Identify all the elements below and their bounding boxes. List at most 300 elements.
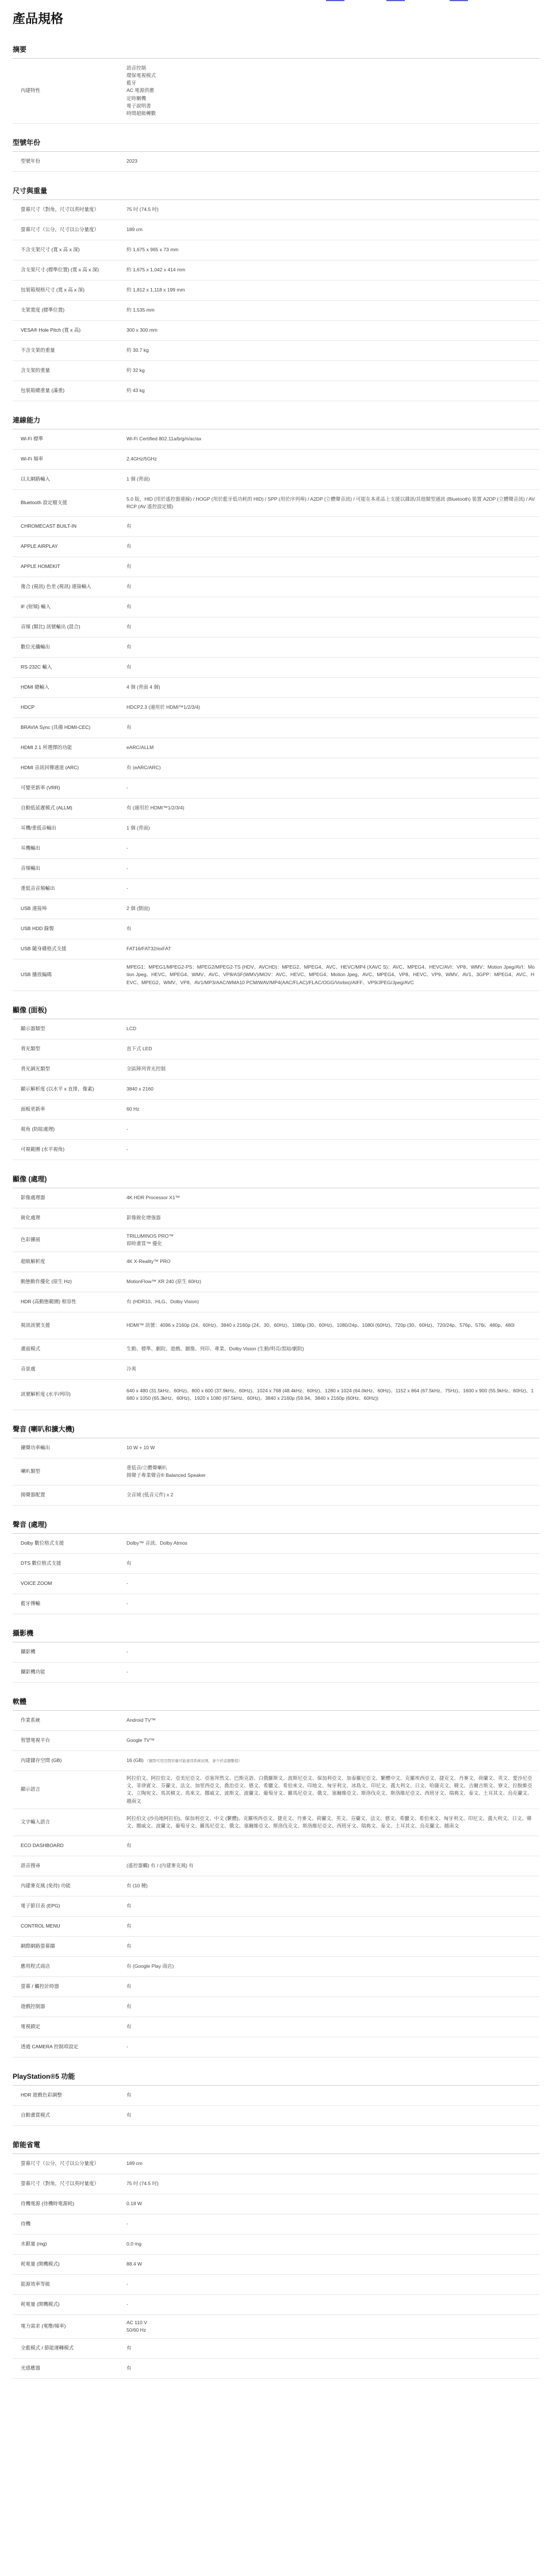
spec-row [13, 1957, 539, 1977]
spec-row [13, 1663, 539, 1683]
spec-row [13, 1100, 539, 1120]
spec-value [126, 243, 539, 257]
spec-value-text: 生動、標準、劇院、遊戲、圖像、列印、專業、Dolby Vision (生動/明亮/黑暗/劇院) [126, 1346, 304, 1352]
spec-row [13, 597, 539, 617]
spec-row [13, 200, 539, 220]
spec-label: 可視範圍 (水平視角) [21, 1146, 65, 1153]
spec-label: 內建儲存空間 (GB) [21, 1757, 62, 1764]
spec-label: 顯示解析度 (以水平 x 直排，像素) [21, 1086, 94, 1092]
spec-row [13, 1771, 539, 1809]
spec-row [13, 1917, 539, 1937]
spec-value-text: Dolby™ 音訊、Dolby Atmos [126, 1540, 187, 1546]
section-title: 攝影機 [13, 1628, 539, 1642]
spec-row [13, 1458, 539, 1485]
spec-row [13, 1312, 539, 1339]
spec-value-text: - [126, 885, 128, 892]
spec-row [13, 260, 539, 281]
spec-label: 背光調光類型 [21, 1066, 51, 1072]
spec-value [126, 660, 539, 674]
spec-row [13, 2275, 539, 2295]
spec-value-text: 有 [126, 583, 132, 590]
spec-value [126, 1082, 539, 1096]
spec-section [13, 137, 539, 172]
spec-value [126, 2020, 539, 2034]
spec-row [13, 1485, 539, 1506]
spec-value-text: - [126, 1580, 128, 1587]
spec-value-text: 有 [126, 2092, 132, 2098]
nav-indicator[interactable] [450, 0, 468, 1]
top-nav-indicators [13, 0, 539, 6]
spec-row [13, 152, 539, 172]
spec-value [126, 1859, 539, 1873]
spec-label: 耗電量 (開機模式) [21, 2301, 60, 2307]
spec-value [126, 1488, 539, 1502]
spec-value-text: MPEG1：MPEG1/MPEG2-PS：MPEG2/MPEG2-TS (HDV、AVCHD)：MPEG2、MPEG4、AVC、HEVC/MP4 (XAVC S)：AVC、MPEG4、HEVC/AVI：VP8、WMV：Motion Jpeg/AVI：Motion Jpeg、HEVC、MPEG4、WMV、AVC、VP8/ASF(WMV)/MOV：AVC、HEVC、MPEG4、Motion Jpeg、AVC、MPEG4、VP8、HEVC、VP9、WMV、AV1、3GPP：MPEG4、AVC、HEVC、MPEG2、WMV、VP8、AV1/MP3/AAC/WMA10 PCM/WAV/MP4(AAC/FLAC)/FLAC/OGG/Vorbis)/AIFF、VP9/JPEG/Jpeg/AVC [126, 964, 535, 985]
spec-row [13, 617, 539, 638]
spec-value [126, 1461, 539, 1483]
spec-value-text: 直下式 LED [126, 1046, 152, 1052]
spec-value-text: 約 1,812 x 1,118 x 199 mm [126, 287, 185, 293]
spec-row [13, 2037, 539, 2057]
spec-label: HDMI 總輸入 [21, 684, 49, 690]
spec-label: 攝影機功能 [21, 1669, 45, 1675]
spec-row [13, 1208, 539, 1229]
section-spacer [13, 1160, 539, 1174]
spec-value [126, 202, 539, 217]
spec-value-text: 阿拉伯文 (沙烏地阿拉伯)、保加利亞文、中文 (繁體)、克羅埃西亞文、捷克文、丹麥文、荷蘭文、英文、芬蘭文、法文、德文、希臘文、希伯來文、匈牙利文、印尼文、義大利文、日文、韓文、挪威文、波蘭文、葡萄牙文、羅馬尼亞文、俄文、塞爾維亞文、斯洛伐克文、斯洛維尼亞文、西班牙文、瑞典文、泰文、土耳其文、烏克蘭文、越南文 [126, 1815, 532, 1829]
spec-row [13, 2194, 539, 2214]
spec-value-text: HDCP2.3 (適用於 HDMI™1/2/3/4) [126, 704, 200, 711]
spec-value-text: 2023 [126, 158, 137, 164]
spec-value-text: 有 [126, 644, 132, 650]
spec-value-text: - [126, 785, 128, 791]
spec-value-text: 0.18 W [126, 2201, 142, 2207]
spec-label: 重低音音頻輸出 [21, 885, 55, 892]
spec-row [13, 281, 539, 301]
spec-label: RS-232C 輸入 [21, 664, 52, 670]
spec-value [126, 61, 539, 121]
spec-value [126, 640, 539, 654]
spec-value [126, 1122, 539, 1137]
spec-row [13, 2255, 539, 2275]
spec-label: 色彩擴展 [21, 1237, 41, 1243]
spec-row [13, 859, 539, 879]
spec-value-text: - [126, 1600, 128, 1607]
spec-label: HDMI 音訊回傳通道 (ARC) [21, 765, 79, 771]
spec-value [126, 740, 539, 755]
spec-value-text: 4 個 (背面 4 個) [126, 684, 160, 690]
spec-label: 全藍模式 / 節能運轉模式 [21, 2344, 74, 2351]
spec-value [126, 1102, 539, 1116]
spec-value [126, 1999, 539, 2014]
section-title: PlayStation®5 功能 [13, 2071, 539, 2086]
spec-value-text: 有 [126, 2003, 132, 2010]
spec-value-text: 300 x 300 mm [126, 327, 158, 333]
spec-value-text: 有 [126, 724, 132, 731]
spec-value-text: 16 (GB) [126, 1757, 144, 1764]
spec-value [126, 1811, 539, 1833]
spec-value [126, 2108, 539, 2122]
spec-value-text: (遙控器觸) 有 / (內建麥克風) 有 [126, 1863, 194, 1869]
spec-label: 攝影機 [21, 1649, 36, 1655]
spec-label: IF (射頻) 輸入 [21, 604, 51, 610]
spec-value [126, 2176, 539, 2191]
spec-value [126, 861, 539, 876]
spec-value [126, 283, 539, 297]
spec-row [13, 1594, 539, 1614]
spec-row [13, 1438, 539, 1458]
spec-label: 銳化處理 [21, 1215, 41, 1221]
spec-label: 語音搜尋 [21, 1862, 41, 1868]
spec-label: Bluetooth 設定檔支援 [21, 500, 67, 506]
spec-value [126, 2217, 539, 2231]
spec-label: HDR 遊戲色彩調整 [21, 2091, 62, 2098]
spec-label: 包裝箱規格尺寸 (寬 x 高 x 深) [21, 287, 85, 293]
spec-value-text: 0.0 mg [126, 2241, 141, 2247]
spec-row [13, 429, 539, 450]
spec-row [13, 1534, 539, 1554]
spec-label: 螢幕尺寸（對角，尺寸以英吋量度） [21, 206, 99, 213]
spec-label: 畫面模式 [21, 1346, 41, 1352]
section-title: 聲音 (喇叭和擴大機) [13, 1424, 539, 1438]
spec-row [13, 2339, 539, 2359]
spec-value-text: 影像銳化增強器 [126, 1215, 161, 1221]
spec-label: CHROMECAST BUILT-IN [21, 523, 76, 529]
spec-label: 顯示語言 [21, 1786, 41, 1792]
spec-label: 影像處理器 [21, 1195, 45, 1201]
spec-label: VOICE ZOOM [21, 1580, 52, 1587]
spec-value-text: HDMI™ 訊號：4096 x 2160p (24、60Hz)、3840 x 2160p (24、30、60Hz)、1080p (30、60Hz)、1080/24p、1080i (60Hz)、720p (30、60Hz)、720/24p、576p、576i、480p、480i [126, 1322, 515, 1329]
spec-section [13, 1174, 539, 1410]
spec-label: 文字輸入語言 [21, 1818, 51, 1825]
spec-label: ECO DASHBOARD [21, 1842, 64, 1848]
spec-value-text: 有 (10 種) [126, 1883, 148, 1889]
spec-value-text: 3840 x 2160 [126, 1086, 154, 1092]
spec-value [126, 323, 539, 337]
spec-value-text: - [126, 1146, 128, 1153]
spec-value [126, 1556, 539, 1571]
spec-section [13, 1424, 539, 1506]
spec-value [126, 303, 539, 317]
spec-label: HDCP [21, 704, 35, 711]
section-spacer [13, 1506, 539, 1519]
spec-label: 動態動作優化 (原生 Hz) [21, 1279, 72, 1285]
spec-value [126, 2277, 539, 2291]
section-spacer [13, 1683, 539, 1696]
spec-row [13, 1836, 539, 1856]
section-title: 軟體 [13, 1696, 539, 1711]
spec-label: 智慧電視平台 [21, 1737, 51, 1744]
spec-value [126, 801, 539, 815]
spec-value-text: 有 [126, 926, 132, 932]
spec-value-text: 有 [126, 624, 132, 630]
spec-value [126, 2316, 539, 2337]
spec-value-text: 5.0 版，HID (用於遙控器連線) / HOGP (用於藍牙低功耗的 HID) / SPP (用於序列埠) / A2DP (立體聲音訊) / 可能在本產品上支援以雜訊/其他類型通訊 (Bluetooth) 裝置 A2DP (立體聲音訊) / AVRCP (AV 遙控設定檔) [126, 496, 535, 509]
spec-value [126, 1441, 539, 1455]
spec-row [13, 1642, 539, 1663]
spec-label: 藍牙傳輸 [21, 1600, 41, 1607]
spec-row [13, 678, 539, 698]
section-spacer [13, 172, 539, 186]
spec-value-text: 有 (HDR10、HLG、Dolby Vision) [126, 1299, 199, 1305]
spec-value-text: TRILUMINOS PRO™ 即時畫質™ 優化 [126, 1233, 174, 1246]
spec-value [126, 901, 539, 916]
spec-value [126, 1576, 539, 1591]
spec-value [126, 519, 539, 533]
spec-row [13, 321, 539, 341]
spec-value-text: 有 [126, 604, 132, 610]
spec-label: USB HDD 錄製 [21, 926, 54, 932]
spec-label: Wi-Fi 標準 [21, 436, 44, 442]
spec-value-text: Wi-Fi Certified 802.11a/b/g/n/ac/ax [126, 436, 202, 442]
spec-value [126, 1342, 539, 1356]
spec-value [126, 1771, 539, 1809]
spec-value [126, 2341, 539, 2355]
spec-value [126, 579, 539, 594]
spec-section [13, 415, 539, 991]
spec-row [13, 1059, 539, 1080]
spec-value-text: 4K X-Reality™ PRO [126, 1258, 171, 1265]
spec-label: APPLE AIRPLAY [21, 543, 58, 550]
spec-value [126, 680, 539, 694]
spec-label: 型號年份 [21, 158, 41, 164]
nav-indicator[interactable] [386, 0, 405, 1]
spec-value-text: 有 [126, 1983, 132, 1990]
spec-value [126, 1274, 539, 1289]
section-title: 顯像 (處理) [13, 1174, 539, 1188]
spec-section [13, 1519, 539, 1614]
spec-value-text: 有 [126, 1923, 132, 1929]
spec-label: VESA® Hole Pitch (寬 x 高) [21, 327, 81, 333]
spec-row [13, 1252, 539, 1272]
spec-value [126, 343, 539, 358]
spec-label: 水銀量 (mg) [21, 2240, 47, 2247]
spec-value-text: - [126, 2301, 128, 2308]
spec-value-text: FAT16/FAT32/exFAT [126, 946, 171, 952]
spec-value [126, 1753, 539, 1768]
spec-value-text: 有 [126, 543, 132, 550]
spec-row [13, 778, 539, 798]
spec-section [13, 186, 539, 401]
spec-value-text: 約 30.7 kg [126, 347, 149, 354]
spec-value-text: Android TV™ [126, 1717, 156, 1723]
spec-row [13, 899, 539, 919]
spec-value-text: - [126, 1669, 128, 1675]
spec-row [13, 798, 539, 819]
spec-value [126, 1362, 539, 1376]
spec-row [13, 537, 539, 557]
spec-value-text: LCD [126, 1026, 137, 1032]
spec-row [13, 1039, 539, 1059]
spec-label: 應用程式商店 [21, 1963, 51, 1969]
spec-value-text: 有 (Google Play 商店) [126, 1963, 174, 1970]
spec-row [13, 939, 539, 959]
spec-value-text: 有 (eARC/ARC) [126, 765, 161, 771]
spec-label: 螢幕尺寸（公分，尺寸以公分量度） [21, 226, 99, 233]
spec-row [13, 557, 539, 577]
spec-row [13, 758, 539, 778]
spec-label: HDR (高動態範圍) 相容性 [21, 1299, 76, 1305]
section-title: 顯像 (面板) [13, 1005, 539, 1019]
spec-value-text: 約 1,535 mm [126, 307, 155, 313]
spec-label: 螢幕 / 觸控計時器 [21, 1983, 59, 1989]
spec-value [126, 1254, 539, 1269]
spec-row [13, 1272, 539, 1292]
spec-value-text: 約 43 kg [126, 387, 145, 394]
spec-value [126, 1919, 539, 1933]
section-spacer [13, 1410, 539, 1424]
section-title: 尺寸與重量 [13, 186, 539, 200]
spec-row [13, 240, 539, 260]
spec-label: 視角 (防眩處理) [21, 1126, 55, 1132]
spec-label: 耗電量 (開機模式) [21, 2260, 60, 2267]
spec-row [13, 1229, 539, 1252]
spec-row [13, 1937, 539, 1957]
spec-label: USB 連接埠 [21, 905, 47, 912]
section-title: 摘要 [13, 44, 539, 59]
spec-label: 不含支架的重量 [21, 347, 55, 354]
spec-label: HDMI 2.1 所選擇的功能 [21, 744, 72, 751]
spec-row [13, 1876, 539, 1897]
spec-row [13, 1977, 539, 1997]
spec-label: 電力需求 (電壓/頻率) [21, 2322, 66, 2329]
spec-label: USB 播放編碼 [21, 972, 52, 978]
spec-value [126, 1229, 539, 1251]
spec-label: DTS 數位格式支援 [21, 1560, 62, 1567]
spec-label: 耳機/重低音輸出 [21, 825, 56, 831]
spec-value [126, 1899, 539, 1913]
spec-value [126, 383, 539, 398]
section-title: 聲音 (處理) [13, 1519, 539, 1534]
spec-row [13, 2154, 539, 2174]
spec-value [126, 1211, 539, 1225]
spec-value-text: 有 [126, 1903, 132, 1909]
spec-value-text: 有 (適用於 HDMI™1/2/3/4) [126, 805, 185, 811]
spec-label: BRAVIA Sync (具備 HDMI-CEC) [21, 724, 91, 731]
spec-value [126, 720, 539, 735]
spec-label: 電子節目表 (EPG) [21, 1902, 60, 1909]
spec-value [126, 492, 539, 514]
spec-row [13, 2106, 539, 2126]
spec-row [13, 577, 539, 597]
spec-label: 含支架尺寸 (標準位置) (寬 x 高 x 深) [21, 267, 99, 273]
spec-value-text: - [126, 2044, 128, 2050]
spec-value [126, 600, 539, 614]
spec-value [126, 1979, 539, 1994]
spec-value-text: 有 [126, 2365, 132, 2371]
spec-label: 音頻輸出 [21, 865, 41, 872]
spec-row [13, 2214, 539, 2235]
spec-value [126, 881, 539, 896]
spec-value [126, 1665, 539, 1679]
spec-value-text: - [126, 1649, 128, 1655]
spec-value-text: 全區陣列背光控制 [126, 1066, 166, 1072]
spec-row [13, 470, 539, 490]
spec-value-text: 有 [126, 563, 132, 570]
spec-label: APPLE HOMEKIT [21, 563, 60, 570]
spec-value-text: - [126, 845, 128, 851]
spec-label: 喇叭類型 [21, 1468, 41, 1475]
spec-label: 數位光纖輸出 [21, 644, 51, 650]
spec-row [13, 718, 539, 738]
spec-label: 作業系統 [21, 1717, 41, 1723]
spec-value-text: 640 x 480 (31.5kHz、60Hz)、800 x 600 (37.9kHz、60Hz)、1024 x 768 (48.4kHz、60Hz)、1280 x 1024 (64.0kHz、60Hz)、1152 x 864 (67.5kHz、75Hz)、1600 x 900 (55.9kHz、60Hz)、1680 x 1050 (65.3kHz、60Hz)、1920 x 1080 (67.5kHz、60Hz)、3840 x 2160p (59.94、3840 x 2160p (60Hz、60Hz)) [126, 1387, 534, 1401]
spec-value-text: - [126, 1126, 128, 1132]
spec-value-text: 有 [126, 1842, 132, 1849]
spec-row [13, 490, 539, 517]
section-spacer [13, 2057, 539, 2071]
spec-label: 透過 CAMERA 控制項設定 [21, 2043, 79, 2049]
spec-value-note: （實際可用空間容量可能會因系統而異，會少於這個數值） [145, 1759, 243, 1764]
spec-row [13, 2315, 539, 2339]
spec-value [126, 1713, 539, 1727]
spec-label: 自動低延遲模式 (ALLM) [21, 805, 72, 811]
spec-value-text: 冷爽 [126, 1366, 137, 1372]
spec-value [126, 1939, 539, 1953]
spec-value-text: MotionFlow™ XR 240 (原生 60Hz) [126, 1279, 201, 1285]
spec-row [13, 1380, 539, 1410]
spec-value [126, 1191, 539, 1205]
section-spacer [13, 2126, 539, 2140]
spec-value [126, 2040, 539, 2054]
spec-value [126, 539, 539, 554]
spec-label: 能源效率等級 [21, 2281, 51, 2287]
spec-value-text: - [126, 865, 128, 872]
spec-section [13, 44, 539, 124]
spec-value-text: 約 1,675 x 1,042 x 414 mm [126, 267, 186, 273]
spec-label: 內建麥克風 (免持) 功能 [21, 1882, 71, 1888]
spec-value [126, 1838, 539, 1853]
spec-label: 螢幕尺寸（對角，尺寸以英吋量度） [21, 2180, 99, 2186]
spec-value-text: 全音域 (低音元件) x 2 [126, 1492, 174, 1498]
spec-value-text: 88.4 W [126, 2261, 142, 2267]
spec-value-text: AC 110 V 50/60 Hz [126, 2319, 147, 2333]
spec-value [126, 1733, 539, 1748]
spec-value [126, 1384, 539, 1406]
page-title: 產品規格 [13, 11, 64, 26]
spec-value-text: 60 Hz [126, 1106, 140, 1112]
spec-row [13, 2086, 539, 2106]
spec-row [13, 1731, 539, 1751]
spec-row [13, 2017, 539, 2037]
spec-value [126, 2237, 539, 2251]
spec-row [13, 1339, 539, 1360]
spec-value [126, 960, 539, 990]
spec-value [126, 222, 539, 237]
spec-value [126, 942, 539, 956]
spec-value [126, 2088, 539, 2102]
spec-row [13, 1997, 539, 2017]
nav-indicator[interactable] [326, 0, 344, 1]
spec-value [126, 1318, 539, 1333]
spec-row [13, 2359, 539, 2379]
spec-row [13, 638, 539, 658]
spec-value [126, 1295, 539, 1309]
spec-section [13, 2071, 539, 2126]
spec-label: 電視鎖定 [21, 2023, 41, 2029]
spec-row [13, 1554, 539, 1574]
spec-row [13, 1140, 539, 1160]
spec-value [126, 841, 539, 855]
spec-value [126, 1142, 539, 1157]
spec-value [126, 2197, 539, 2211]
spec-sections [13, 44, 539, 2393]
spec-row [13, 381, 539, 401]
spec-label: 待機 [21, 2220, 31, 2226]
spec-label: 螢幕尺寸（公分，尺寸以公分量度） [21, 2160, 99, 2166]
spec-value [126, 821, 539, 835]
spec-value-text: 189 cm [126, 2160, 143, 2167]
